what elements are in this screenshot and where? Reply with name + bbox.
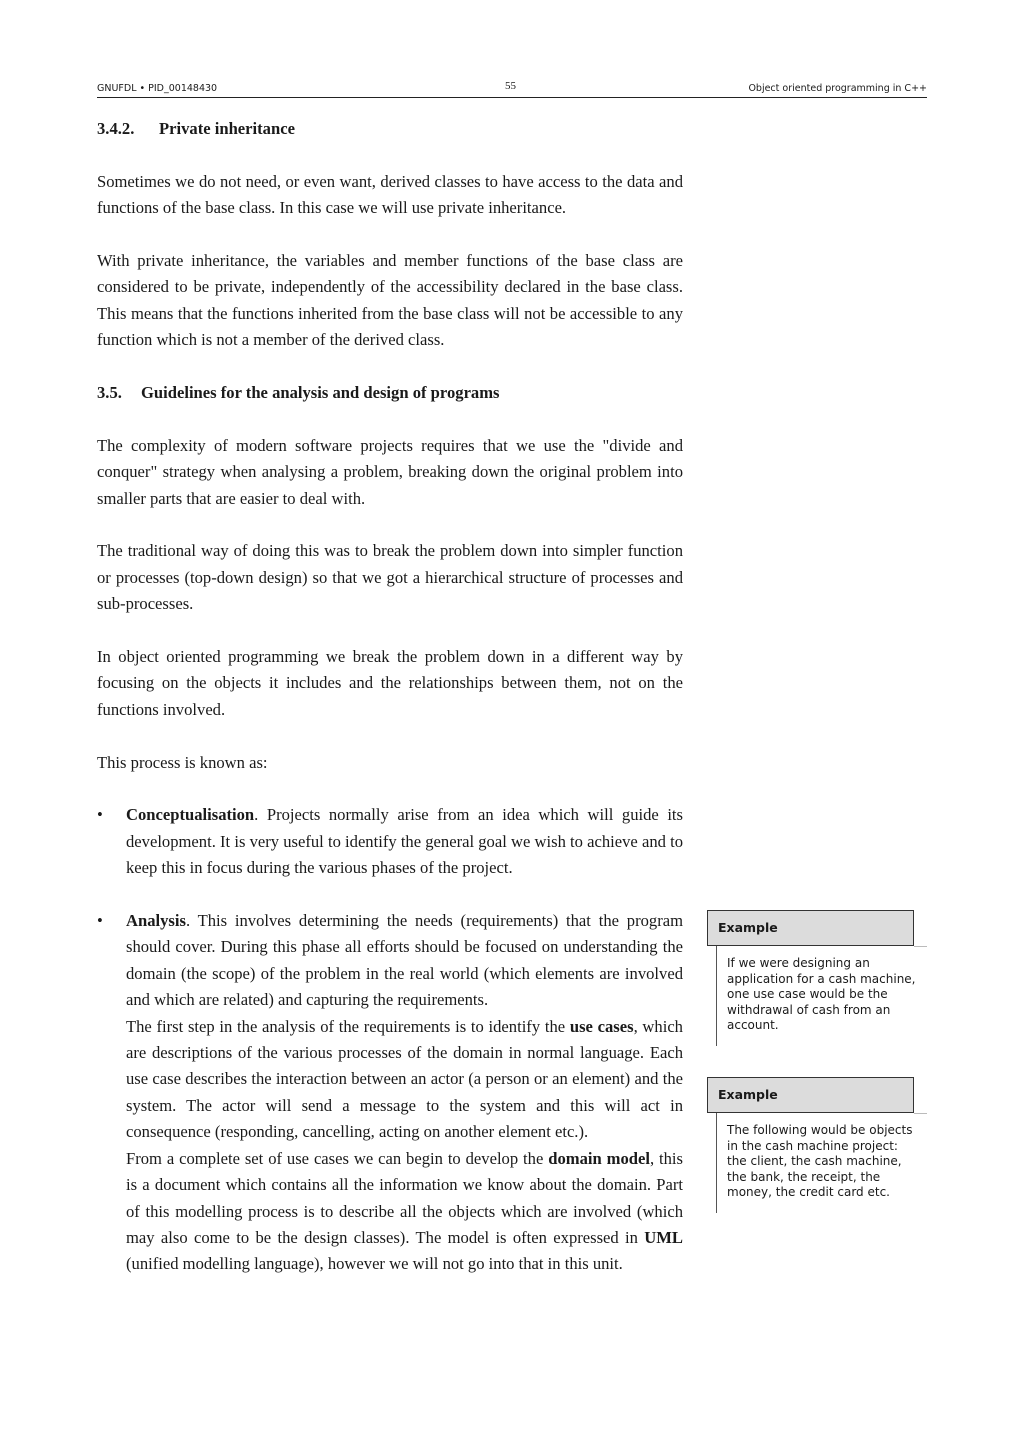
term: use cases — [569, 1016, 634, 1036]
paragraph: This process is known as: — [97, 752, 268, 772]
term: domain model — [548, 1148, 650, 1168]
term: Conceptualisation — [126, 805, 255, 825]
sidebar-body: The following would be objects in the cash machine project: the client, the cash machine, the bank, the receipt, the money, the credit card etc. — [716, 1113, 927, 1213]
section-title: Private inheritance — [159, 119, 295, 138]
process-list — [97, 802, 683, 1277]
term: Analysis — [126, 911, 186, 931]
section-heading-3-4-2 — [97, 116, 683, 142]
paragraph: Sometimes we do not need, or even want, derived classes to have access to the data and functions of the base class. In this case we will use private inheritance. — [97, 171, 683, 218]
section-number: 3.4.2. — [97, 119, 135, 138]
paragraph: The traditional way of doing this was to break the problem down into simpler function or processes (top-down design) so that we got a hierarchical structure of processes and sub-processes. — [97, 541, 683, 614]
page-number: 55 — [505, 80, 516, 92]
list-item-analysis: • Analysis. This involves determining the needs (requirements) that the program should cover. During this phase all efforts should be focused on understanding the domain (the scope) of the problem in the real world (which elements are involved and which are related) and capturing the requirements. The first step in the analysis of the requirements is to identify the use cases, which are descriptions of the various processes of the domain in normal language. Each use case describes the interaction between an actor (a person or an element) and the system. The actor will send a message to the system and this will act in consequence (responding, cancelling, acting on another element etc.). From a complete set of use cases we can begin to develop the domain model, this is a document which contains all the information we know about the domain. Part of this modelling process is to describe all the objects which are involved (which may also come to be the design classes). The model is often expressed in UML (unified modelling language), however we will not go into that in this unit. — [97, 908, 683, 1278]
term: UML — [644, 1227, 683, 1247]
section-title: Guidelines for the analysis and design of programs — [141, 383, 500, 403]
main-column — [97, 116, 683, 1278]
paragraph: With private inheritance, the variables and member functions of the base class are considered to be private, independently of the accessibility declared in the base class. This means that the functions inherited from the base class will not be accessible to any function which is not a member of the derived class. — [97, 251, 683, 350]
section-heading-3-5 — [97, 380, 683, 406]
section-number: 3.5. — [97, 383, 122, 403]
header-left: GNUFDL • PID_00148430 — [97, 83, 218, 94]
sidebar-body: If we were designing an application for a cash machine, one use case would be the withdrawal of cash from an account. — [716, 946, 927, 1046]
sidebar-title: Example — [707, 1077, 914, 1113]
bullet-icon: • — [97, 911, 103, 931]
sidebar-example-2 — [707, 1077, 927, 1213]
sidebar-title: Example — [707, 910, 914, 946]
paragraph: The complexity of modern software projects requires that we use the "divide and conquer" strategy when analysing a problem, breaking down the original problem into smaller parts that are easier to deal with. — [97, 435, 683, 508]
header-right: Object oriented programming in C++ — [748, 83, 927, 94]
page-header — [97, 80, 927, 98]
sidebar-example-1 — [707, 910, 927, 1046]
list-item-conceptualisation: • Conceptualisation. Projects normally arise from an idea which will guide its development. It is very useful to identify the general goal we wish to achieve and to keep this in focus during the various phases of the project. — [97, 802, 683, 881]
bullet-icon: • — [97, 805, 103, 825]
paragraph: In object oriented programming we break the problem down in a different way by focusing on the objects it includes and the relationships between them, not on the functions involved. — [97, 647, 683, 719]
